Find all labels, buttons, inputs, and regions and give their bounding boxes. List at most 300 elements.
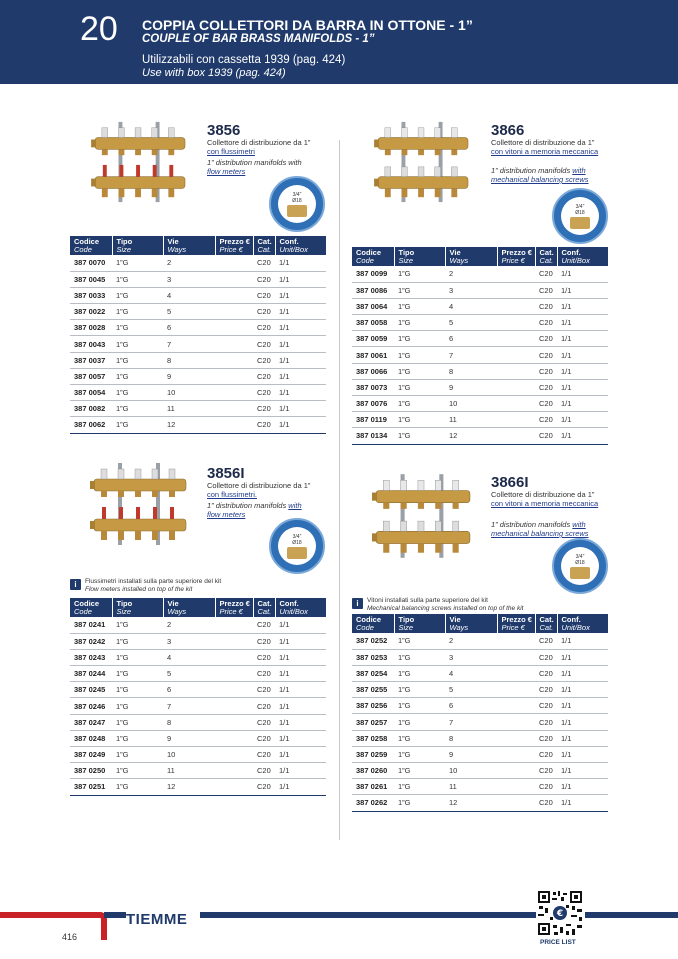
cell-code: 387 0246 [70, 698, 112, 714]
cell-code: 387 0241 [70, 617, 112, 633]
cell-cat: C20 [535, 633, 557, 649]
cell-ways: 12 [445, 428, 497, 444]
column-label: Tipo [116, 237, 133, 246]
cell-code: 387 0054 [70, 385, 112, 401]
column-label: Cat. [257, 237, 272, 246]
cell-ways: 11 [445, 779, 497, 795]
cell-cat: C20 [535, 282, 557, 298]
cell-code: 387 0254 [352, 665, 394, 681]
table-row[interactable] [352, 763, 608, 779]
cell-price [497, 682, 535, 698]
cell-size: 1”G [112, 255, 163, 271]
table-row[interactable] [352, 282, 608, 298]
badge-thread: 3/4" [292, 192, 302, 198]
cell-cat: C20 [253, 617, 275, 633]
cell-price [497, 698, 535, 714]
price-table [70, 236, 326, 434]
cell-size: 1”G [112, 320, 163, 336]
cell-conf: 1/1 [557, 682, 608, 698]
cell-price [497, 315, 535, 331]
cell-ways: 8 [445, 363, 497, 379]
description-text: 1” distribution manifolds [491, 520, 573, 529]
cell-conf: 1/1 [557, 266, 608, 282]
badge-diameter: Ø18 [292, 540, 302, 546]
table-row[interactable] [70, 649, 326, 665]
column-header-price [215, 598, 253, 617]
table-row[interactable] [70, 287, 326, 303]
column-header-size [394, 614, 445, 633]
table-row[interactable] [352, 428, 608, 444]
page-subtitle-en: Use with box 1939 (pag. 424) [142, 67, 286, 79]
cell-price [497, 298, 535, 314]
cell-conf: 1/1 [275, 617, 326, 633]
page-title-en: COUPLE OF BAR BRASS MANIFOLDS - 1” [142, 33, 375, 45]
cell-price [215, 763, 253, 779]
column-label-en: Price € [219, 607, 243, 616]
cell-code: 387 0073 [352, 379, 394, 395]
description-highlight: con flussimetri. [207, 490, 258, 499]
table-row[interactable] [70, 617, 326, 633]
cell-code: 387 0059 [352, 331, 394, 347]
cell-conf: 1/1 [275, 714, 326, 730]
cell-price [497, 795, 535, 811]
cell-price [215, 633, 253, 649]
product-code: 3856 [207, 122, 241, 139]
cell-ways: 8 [163, 352, 215, 368]
cell-ways: 7 [163, 698, 215, 714]
cell-code: 387 0061 [352, 347, 394, 363]
description-highlight: flow meters [207, 167, 246, 176]
column-label-en: Cat. [539, 623, 554, 632]
cell-conf: 1/1 [557, 428, 608, 444]
cell-code: 387 0119 [352, 412, 394, 428]
cell-size: 1”G [394, 298, 445, 314]
cell-conf: 1/1 [275, 698, 326, 714]
cell-conf: 1/1 [557, 795, 608, 811]
cell-price [215, 698, 253, 714]
cell-cat: C20 [535, 298, 557, 314]
connection-badge-icon [269, 518, 325, 574]
cell-cat: C20 [253, 682, 275, 698]
column-header-conf [275, 236, 326, 255]
note-it: Flussimetri installati sulla parte superiore del kit [85, 578, 222, 585]
cell-price [215, 287, 253, 303]
cell-cat: C20 [535, 795, 557, 811]
table-row[interactable] [352, 363, 608, 379]
cell-cat: C20 [535, 779, 557, 795]
cell-conf: 1/1 [275, 401, 326, 417]
cell-size: 1”G [394, 396, 445, 412]
cell-price [497, 331, 535, 347]
column-label-en: Price € [501, 256, 525, 265]
cell-cat: C20 [253, 336, 275, 352]
description-text: 1” distribution manifolds [207, 501, 289, 510]
cell-ways: 5 [445, 315, 497, 331]
cell-code: 387 0251 [70, 779, 112, 795]
cell-price [215, 617, 253, 633]
column-label: Codice [356, 615, 382, 624]
cell-ways: 2 [163, 617, 215, 633]
cell-ways: 11 [445, 412, 497, 428]
table-row[interactable] [70, 763, 326, 779]
cell-ways: 9 [445, 379, 497, 395]
product-description-en [207, 501, 317, 519]
cell-ways: 5 [445, 682, 497, 698]
table-row[interactable] [352, 633, 608, 649]
cell-cat: C20 [535, 428, 557, 444]
cell-price [497, 379, 535, 395]
cell-code: 387 0086 [352, 282, 394, 298]
table-row[interactable] [352, 714, 608, 730]
cell-conf: 1/1 [275, 255, 326, 271]
cell-cat: C20 [535, 331, 557, 347]
price-list-label: PRICE LIST [540, 939, 576, 946]
cell-ways: 8 [163, 714, 215, 730]
cell-size: 1”G [112, 271, 163, 287]
cell-conf: 1/1 [275, 666, 326, 682]
column-label-en: Unit/Box [279, 607, 308, 616]
product-description-it [491, 490, 601, 508]
badge-diameter: Ø18 [292, 198, 302, 204]
cell-conf: 1/1 [275, 730, 326, 746]
cell-ways: 6 [445, 698, 497, 714]
table-row[interactable] [352, 396, 608, 412]
column-header-conf [557, 614, 608, 633]
cell-size: 1”G [394, 682, 445, 698]
cell-price [497, 649, 535, 665]
cell-conf: 1/1 [557, 396, 608, 412]
cell-size: 1”G [394, 763, 445, 779]
table-row[interactable] [70, 255, 326, 271]
cell-price [215, 417, 253, 433]
column-header-price [215, 236, 253, 255]
cell-conf: 1/1 [275, 271, 326, 287]
cell-price [215, 271, 253, 287]
cell-conf: 1/1 [275, 682, 326, 698]
cell-price [497, 714, 535, 730]
cell-size: 1”G [112, 779, 163, 795]
cell-conf: 1/1 [275, 779, 326, 795]
table-row[interactable] [352, 331, 608, 347]
column-label-en: Price € [501, 623, 525, 632]
cell-price [215, 336, 253, 352]
cell-ways: 4 [163, 649, 215, 665]
cell-ways: 12 [163, 417, 215, 433]
cell-ways: 9 [163, 730, 215, 746]
cell-size: 1”G [394, 315, 445, 331]
cell-conf: 1/1 [275, 304, 326, 320]
cell-ways: 5 [163, 666, 215, 682]
table-row[interactable] [70, 352, 326, 368]
product-code: 3856I [207, 465, 245, 482]
cell-cat: C20 [535, 698, 557, 714]
cell-code: 387 0256 [352, 698, 394, 714]
description-text: Collettore di distribuzione da 1” [207, 138, 311, 147]
description-text: Collettore di distribuzione da 1” [491, 490, 595, 499]
connection-badge-icon [552, 538, 608, 594]
cell-ways: 2 [163, 255, 215, 271]
cell-conf: 1/1 [557, 412, 608, 428]
cell-code: 387 0252 [352, 633, 394, 649]
cell-conf: 1/1 [557, 665, 608, 681]
badge-diameter: Ø18 [575, 210, 585, 216]
column-divider [339, 140, 340, 840]
column-label-en: Size [116, 245, 132, 254]
cell-size: 1”G [394, 347, 445, 363]
table-row[interactable] [352, 779, 608, 795]
cell-size: 1”G [112, 368, 163, 384]
badge-inner [561, 197, 599, 235]
cell-ways: 12 [163, 779, 215, 795]
cell-code: 387 0260 [352, 763, 394, 779]
column-label: Vie [167, 237, 179, 246]
badge-size-label [561, 204, 599, 216]
product-description-it [491, 138, 601, 156]
column-label: Codice [74, 237, 100, 246]
cell-cat: C20 [253, 401, 275, 417]
column-label-en: Size [116, 607, 132, 616]
cell-conf: 1/1 [557, 363, 608, 379]
column-header-code [70, 598, 112, 617]
column-label: Vie [167, 599, 179, 608]
cell-conf: 1/1 [557, 649, 608, 665]
table-row[interactable] [352, 665, 608, 681]
description-text: Collettore di distribuzione da 1” [491, 138, 595, 147]
product-image [90, 458, 190, 550]
cell-price [497, 266, 535, 282]
table-row[interactable] [70, 779, 326, 795]
cell-code: 387 0247 [70, 714, 112, 730]
cell-price [215, 352, 253, 368]
column-label-en: Price € [219, 245, 243, 254]
column-label-en: Cat. [257, 245, 272, 254]
cell-ways: 9 [163, 368, 215, 384]
cell-size: 1”G [112, 747, 163, 763]
cell-cat: C20 [253, 417, 275, 433]
cell-size: 1”G [394, 633, 445, 649]
cell-code: 387 0062 [70, 417, 112, 433]
cell-ways: 7 [163, 336, 215, 352]
cell-size: 1”G [112, 617, 163, 633]
cell-size: 1”G [112, 714, 163, 730]
cell-conf: 1/1 [557, 315, 608, 331]
cell-price [215, 730, 253, 746]
table-row[interactable] [352, 379, 608, 395]
cell-size: 1”G [394, 795, 445, 811]
cell-cat: C20 [253, 763, 275, 779]
cell-cat: C20 [535, 379, 557, 395]
column-label-en: Code [356, 623, 374, 632]
cell-cat: C20 [535, 649, 557, 665]
table-row[interactable] [70, 633, 326, 649]
cell-cat: C20 [535, 682, 557, 698]
cell-size: 1”G [112, 336, 163, 352]
cell-size: 1”G [112, 385, 163, 401]
table-row[interactable] [70, 417, 326, 433]
column-label: Prezzo € [219, 599, 250, 608]
product-image [372, 470, 474, 562]
cell-code: 387 0043 [70, 336, 112, 352]
table-row[interactable] [352, 730, 608, 746]
cell-size: 1”G [112, 287, 163, 303]
column-header-price [497, 614, 535, 633]
column-header-size [394, 247, 445, 266]
cell-size: 1”G [394, 428, 445, 444]
product-description-it [207, 138, 317, 156]
column-header-code [352, 247, 394, 266]
column-label: Vie [449, 615, 461, 624]
cell-price [215, 682, 253, 698]
cell-cat: C20 [253, 666, 275, 682]
column-label: Conf. [561, 248, 581, 257]
table-row[interactable] [352, 347, 608, 363]
column-label: Codice [74, 599, 100, 608]
cell-size: 1”G [112, 401, 163, 417]
cell-conf: 1/1 [557, 282, 608, 298]
table-row[interactable] [70, 401, 326, 417]
installation-note [367, 597, 567, 612]
note-it: Vitoni installati sulla parte superiore del kit [367, 597, 488, 604]
cell-conf: 1/1 [557, 730, 608, 746]
cell-cat: C20 [535, 746, 557, 762]
cell-ways: 7 [445, 347, 497, 363]
cell-price [215, 385, 253, 401]
cell-cat: C20 [253, 385, 275, 401]
product-code: 3866I [491, 474, 529, 491]
table-row[interactable] [70, 714, 326, 730]
table-row[interactable] [352, 315, 608, 331]
cell-price [497, 779, 535, 795]
cell-price [215, 649, 253, 665]
table-row[interactable] [352, 649, 608, 665]
cell-code: 387 0033 [70, 287, 112, 303]
table-header-row [352, 247, 608, 266]
cell-price [215, 368, 253, 384]
cell-conf: 1/1 [557, 331, 608, 347]
table-row[interactable] [70, 682, 326, 698]
cell-size: 1”G [112, 698, 163, 714]
table-row[interactable] [352, 266, 608, 282]
column-header-cat [535, 247, 557, 266]
cell-code: 387 0134 [352, 428, 394, 444]
cell-conf: 1/1 [275, 385, 326, 401]
product-description-en [491, 166, 601, 184]
column-label-en: Ways [167, 607, 187, 616]
table-row[interactable] [70, 385, 326, 401]
cell-ways: 4 [445, 665, 497, 681]
cell-ways: 5 [163, 304, 215, 320]
table-row[interactable] [70, 698, 326, 714]
cell-conf: 1/1 [275, 763, 326, 779]
badge-thread: 3/4" [292, 534, 302, 540]
cell-conf: 1/1 [275, 633, 326, 649]
cell-code: 387 0028 [70, 320, 112, 336]
chapter-number: 20 [80, 10, 118, 48]
column-header-code [352, 614, 394, 633]
cell-price [215, 320, 253, 336]
cell-cat: C20 [253, 698, 275, 714]
cell-size: 1”G [112, 666, 163, 682]
badge-size-label [278, 192, 316, 204]
cell-code: 387 0250 [70, 763, 112, 779]
cell-code: 387 0058 [352, 315, 394, 331]
table-row[interactable] [70, 320, 326, 336]
installation-note [85, 578, 285, 593]
cell-cat: C20 [253, 255, 275, 271]
cell-conf: 1/1 [557, 779, 608, 795]
cell-price [215, 747, 253, 763]
cell-size: 1”G [112, 730, 163, 746]
footer-curve [90, 912, 126, 946]
footer-bar-blue-right [585, 912, 678, 918]
cell-ways: 6 [445, 331, 497, 347]
column-label: Conf. [561, 615, 581, 624]
cell-price [215, 255, 253, 271]
cell-price [215, 401, 253, 417]
table-row[interactable] [70, 304, 326, 320]
table-row[interactable] [70, 336, 326, 352]
cell-conf: 1/1 [557, 379, 608, 395]
cell-cat: C20 [253, 352, 275, 368]
cell-conf: 1/1 [275, 649, 326, 665]
table-row[interactable] [352, 298, 608, 314]
column-header-size [112, 598, 163, 617]
cell-cat: C20 [253, 320, 275, 336]
cell-ways: 2 [445, 266, 497, 282]
table-row[interactable] [352, 682, 608, 698]
page-subtitle: Utilizzabili con cassetta 1939 (pag. 424) [142, 54, 346, 66]
cell-price [497, 428, 535, 444]
table-row[interactable] [352, 412, 608, 428]
description-highlight: with flow meters [207, 501, 302, 519]
product-description-en [207, 158, 317, 176]
cell-conf: 1/1 [275, 336, 326, 352]
column-label: Prezzo € [219, 237, 250, 246]
cell-code: 387 0253 [352, 649, 394, 665]
cell-cat: C20 [535, 266, 557, 282]
column-header-conf [275, 598, 326, 617]
cell-ways: 9 [445, 746, 497, 762]
cell-price [497, 665, 535, 681]
cell-cat: C20 [253, 714, 275, 730]
column-label-en: Code [74, 607, 92, 616]
cell-conf: 1/1 [557, 633, 608, 649]
table-row[interactable] [70, 747, 326, 763]
price-table [352, 247, 608, 445]
cell-conf: 1/1 [275, 417, 326, 433]
table-row[interactable] [70, 730, 326, 746]
cell-ways: 3 [445, 649, 497, 665]
table-row[interactable] [352, 795, 608, 811]
info-icon: i [70, 579, 81, 590]
table-row[interactable] [70, 368, 326, 384]
cell-price [215, 714, 253, 730]
product-description-it [207, 481, 317, 499]
table-row[interactable] [70, 271, 326, 287]
cell-cat: C20 [253, 287, 275, 303]
column-label: Tipo [398, 615, 415, 624]
cell-ways: 8 [445, 730, 497, 746]
cell-ways: 10 [163, 385, 215, 401]
table-row[interactable] [352, 746, 608, 762]
cell-price [497, 412, 535, 428]
table-row[interactable] [352, 698, 608, 714]
column-header-size [112, 236, 163, 255]
table-row[interactable] [70, 666, 326, 682]
cell-code: 387 0057 [70, 368, 112, 384]
cell-price [215, 666, 253, 682]
qr-code-icon[interactable] [536, 889, 584, 937]
